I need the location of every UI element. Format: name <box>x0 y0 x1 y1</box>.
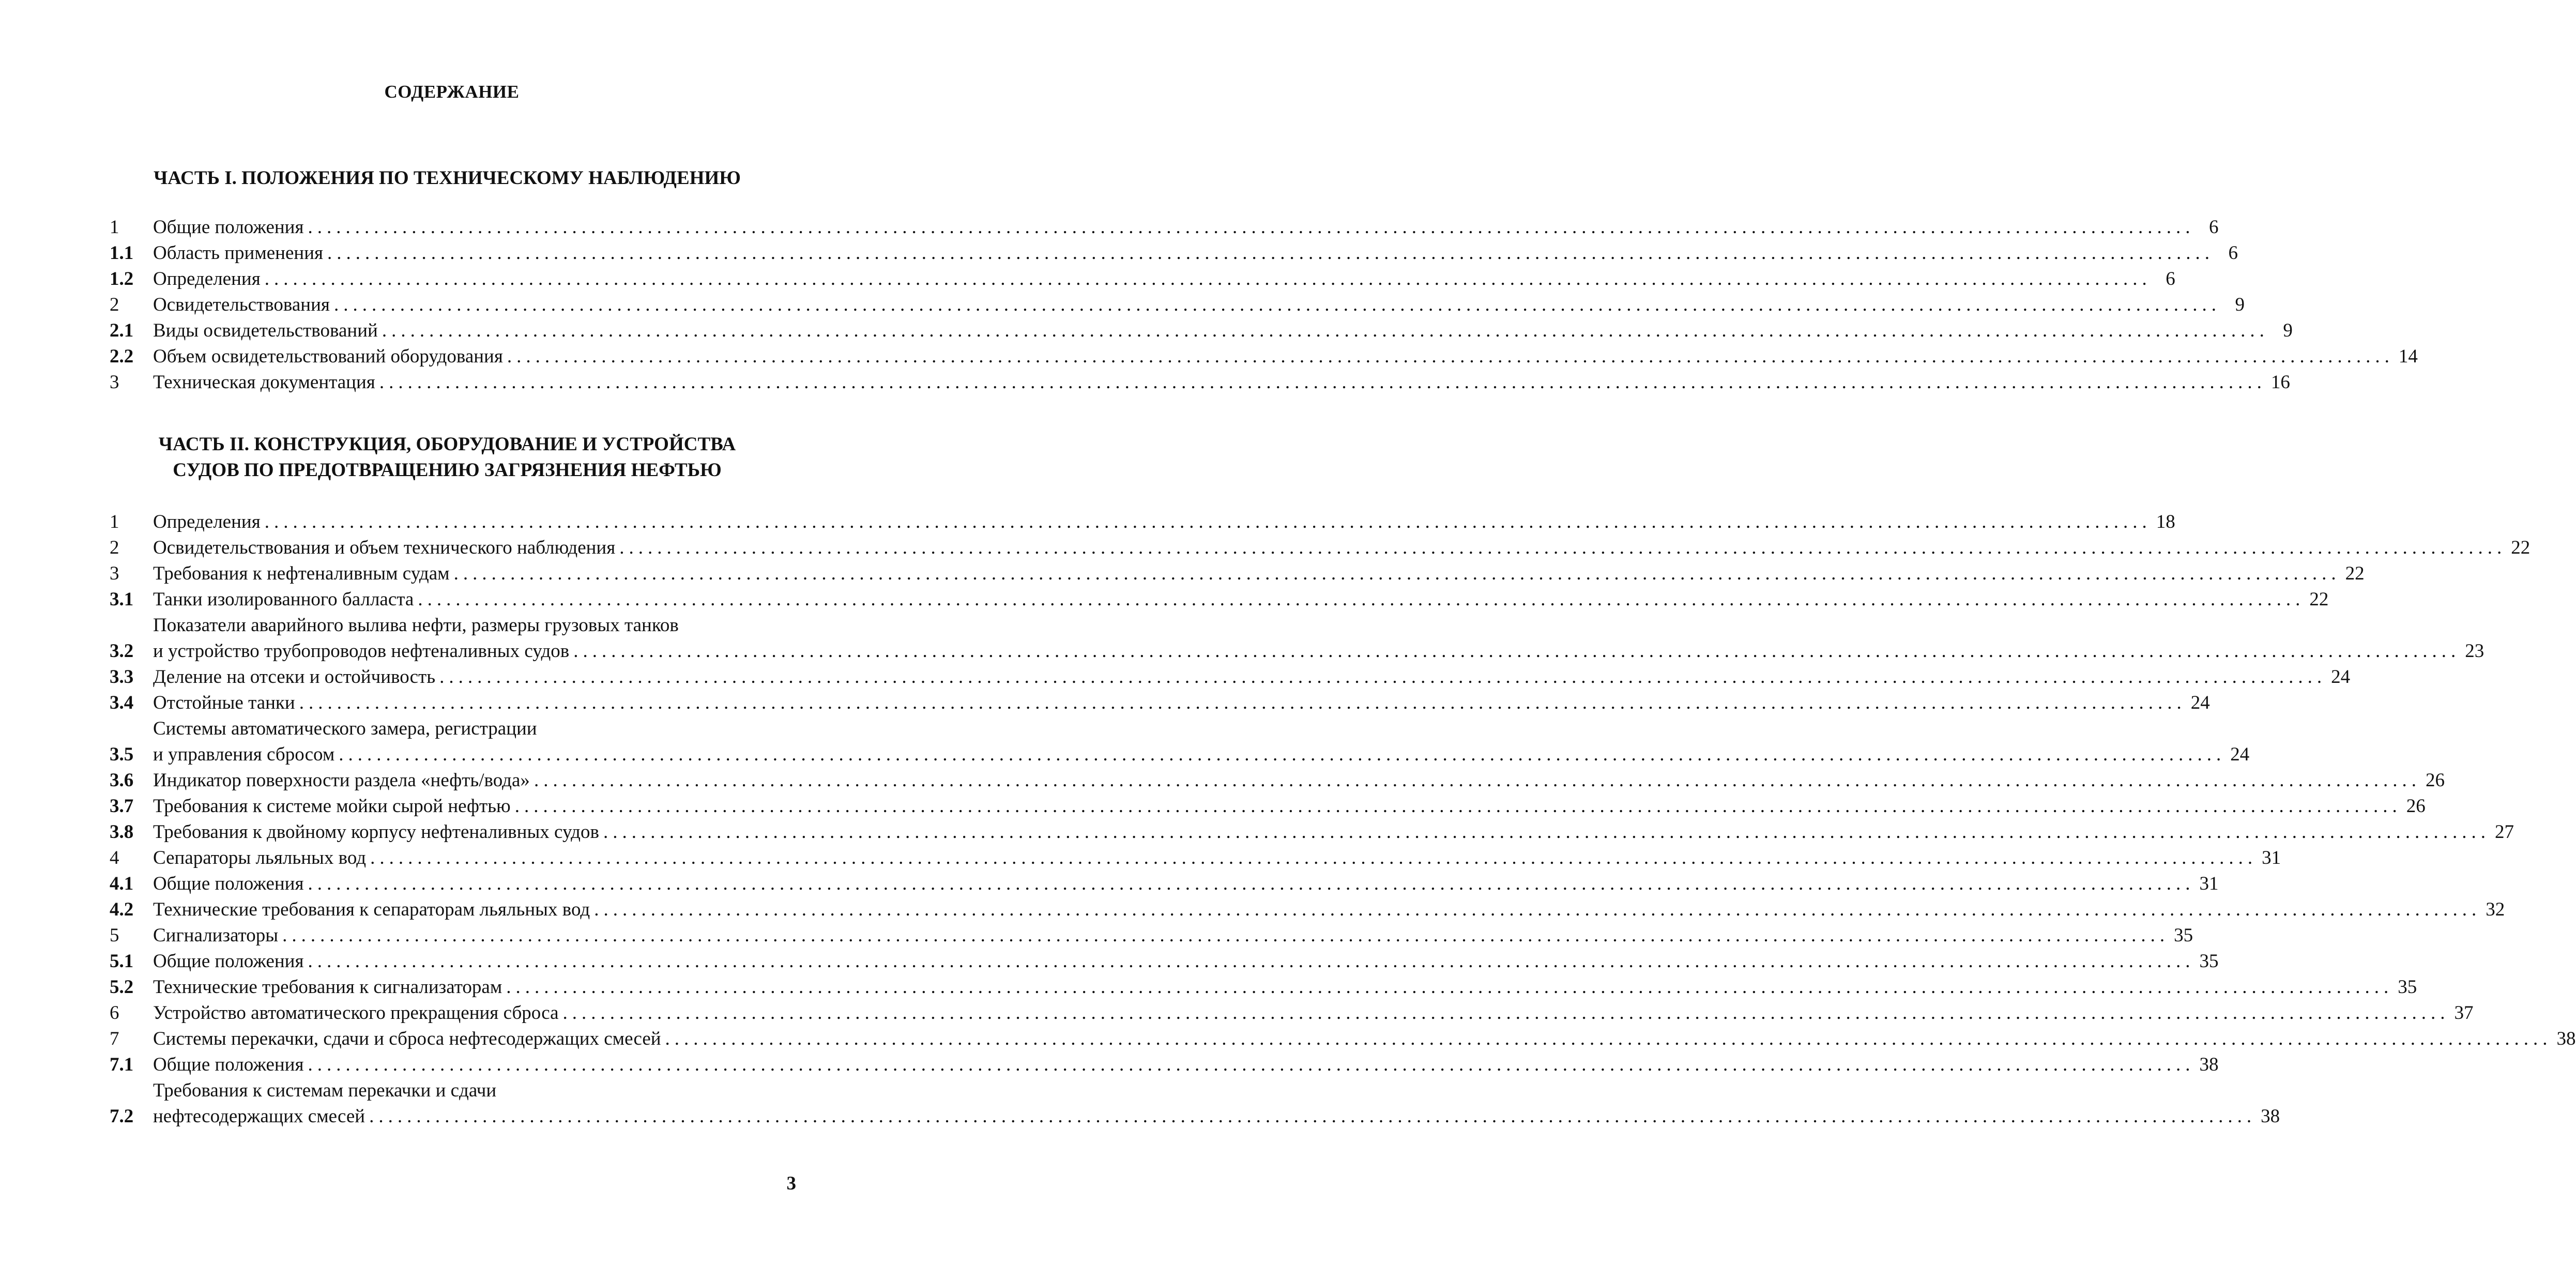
dot-leader: ........................................................................................................................................................................................................ <box>619 537 2507 558</box>
toc-entry-title: Освидетельствования и объем технического наблюдения <box>153 537 616 558</box>
toc-entry-number: 7 <box>110 1028 119 1049</box>
toc-entry[interactable] <box>110 370 2290 395</box>
toc-entry-title: Область применения <box>153 242 324 264</box>
toc-entry-title: Виды освидетельствований <box>153 320 378 341</box>
toc-entry-page: 26 <box>2406 796 2426 817</box>
toc-entry-page: 24 <box>2230 744 2250 765</box>
dot-leader: ........................................................................................................................................................................................................ <box>562 1002 2450 1024</box>
toc-entry-page: 24 <box>2190 692 2210 713</box>
toc-entry-title: Отстойные танки <box>153 692 295 713</box>
toc-entry-number: 7.2 <box>110 1106 134 1127</box>
toc-entry-number: 1 <box>110 217 119 238</box>
toc-entry-page: 6 <box>2228 242 2238 264</box>
toc-entry-page: 16 <box>2270 372 2290 393</box>
toc-entry-title: Сепараторы льяльных вод <box>153 847 367 868</box>
dot-leader: ........................................................................................................................................................................................................ <box>282 925 2170 946</box>
toc-entry-page: 18 <box>2156 511 2175 532</box>
toc-entry-title-continued: и управления сбросом <box>153 744 335 765</box>
toc-entry-number: 2 <box>110 294 119 315</box>
toc-entry-page: 6 <box>2166 268 2175 289</box>
toc-entry[interactable] <box>110 690 2210 716</box>
dot-leader: ........................................................................................................................................................................................................ <box>299 692 2186 713</box>
dot-leader: ........................................................................................................................................................................................................ <box>369 1106 2257 1127</box>
dot-leader: ........................................................................................................................................................................................................ <box>308 217 2195 238</box>
toc-entry[interactable] <box>110 793 2426 819</box>
toc-entry-number: 3.7 <box>110 796 134 817</box>
toc-entry-title-continued: нефтесодержащих смесей <box>153 1106 365 1127</box>
toc-entry-page: 6 <box>2208 217 2219 238</box>
dot-leader: ........................................................................................................................................................................................................ <box>264 511 2152 532</box>
toc-entry-title-continued: и устройство трубопроводов нефтеналивных судов <box>153 640 570 662</box>
toc-entry[interactable] <box>110 535 2531 561</box>
dot-leader: ........................................................................................................................................................................................................ <box>333 294 2221 315</box>
toc-entry-title: Общие положения <box>153 951 304 972</box>
dot-leader: ........................................................................................................................................................................................................ <box>308 1054 2195 1075</box>
toc-entry-number: 3.3 <box>110 666 134 688</box>
toc-entry-title: Общие положения <box>153 1054 304 1075</box>
toc-entry-page: 35 <box>2199 951 2219 972</box>
toc-entry-title: Деление на отсеки и остойчивость <box>153 666 436 688</box>
toc-entry[interactable] <box>110 509 2175 535</box>
toc-entry[interactable] <box>110 897 2505 923</box>
part-2-title <box>103 432 791 483</box>
toc-entry-page: 27 <box>2494 821 2514 843</box>
toc-entry-page: 32 <box>2486 899 2505 920</box>
toc-entry-title: Технические требования к сепараторам льяльных вод <box>153 899 590 920</box>
toc-entry[interactable] <box>110 587 2329 613</box>
toc-entry-title: Индикатор поверхности раздела «нефть/вода» <box>153 770 530 791</box>
toc-entry-number: 6 <box>110 1002 119 1024</box>
toc-entry-page: 9 <box>2235 294 2245 315</box>
page-number: 3 <box>786 1173 796 1194</box>
toc-entry-number: 3 <box>110 563 119 584</box>
toc-entry-title: Требования к двойному корпусу нефтеналивных судов <box>153 821 599 843</box>
toc-entry-title: Системы автоматического замера, регистрации <box>153 718 537 739</box>
toc-entry-title: Показатели аварийного вылива нефти, размеры грузовых танков <box>153 615 679 636</box>
toc-entry-page: 22 <box>2511 537 2531 558</box>
toc-entry-title: Техническая документация <box>153 372 375 393</box>
dot-leader: ........................................................................................................................................................................................................ <box>327 242 2215 264</box>
dot-leader: ........................................................................................................................................................................................................ <box>453 563 2341 584</box>
toc-entry-page: 37 <box>2454 1002 2474 1024</box>
toc-entry-number: 1.1 <box>110 242 134 264</box>
toc-entry-title: Сигнализаторы <box>153 925 279 946</box>
dot-leader: ........................................................................................................................................................................................................ <box>507 346 2394 367</box>
part-1-toc <box>110 215 2418 395</box>
toc-entry-number: 3.2 <box>110 640 134 662</box>
part-2-toc <box>110 509 2576 1130</box>
toc-entry-page: 35 <box>2174 925 2193 946</box>
dot-leader: ........................................................................................................................................................................................................ <box>534 770 2421 791</box>
toc-entry[interactable] <box>110 819 2514 845</box>
toc-entry[interactable] <box>110 768 2445 793</box>
toc-entry[interactable] <box>110 974 2417 1000</box>
toc-entry-title: Объем освидетельствований оборудования <box>153 346 503 367</box>
toc-entry[interactable] <box>110 344 2418 370</box>
toc-entry-page: 24 <box>2331 666 2351 688</box>
toc-entry-number: 3.6 <box>110 770 134 791</box>
dot-leader: ........................................................................................................................................................................................................ <box>665 1028 2552 1049</box>
toc-entry-title: Устройство автоматического прекращения сброса <box>153 1002 559 1024</box>
dot-leader: ........................................................................................................................................................................................................ <box>603 821 2490 843</box>
toc-entry[interactable] <box>110 215 2219 240</box>
toc-entry-title: Требования к нефтеналивным судам <box>153 563 450 584</box>
toc-entry-number: 2.1 <box>110 320 134 341</box>
toc-entry-title: Технические требования к сигнализаторам <box>153 976 502 998</box>
toc-entry[interactable] <box>110 266 2175 292</box>
toc-entry[interactable] <box>110 949 2219 974</box>
dot-leader: ........................................................................................................................................................................................................ <box>370 847 2258 868</box>
toc-entry[interactable] <box>110 613 2484 664</box>
toc-entry-number: 4.2 <box>110 899 134 920</box>
toc-entry[interactable] <box>110 923 2193 949</box>
toc-entry-page: 31 <box>2199 873 2219 894</box>
dot-leader: ........................................................................................................................................................................................................ <box>439 666 2327 688</box>
toc-entry-number: 1 <box>110 511 119 532</box>
toc-entry-title: Требования к системам перекачки и сдачи <box>153 1080 497 1101</box>
part-2-title-line-1: ЧАСТЬ II. КОНСТРУКЦИЯ, ОБОРУДОВАНИЕ И УСТРОЙСТВА <box>158 434 736 455</box>
toc-entry-title: Системы перекачки, сдачи и сброса нефтесодержащих смесей <box>153 1028 661 1049</box>
toc-entry[interactable] <box>110 1026 2576 1052</box>
toc-entry-number: 5 <box>110 925 119 946</box>
toc-entry-page: 26 <box>2425 770 2445 791</box>
toc-entry-number: 4 <box>110 847 119 868</box>
toc-entry[interactable] <box>110 240 2238 266</box>
dot-leader: ........................................................................................................................................................................................................ <box>506 976 2394 998</box>
toc-entry-number: 5.1 <box>110 951 134 972</box>
toc-entry-number: 4.1 <box>110 873 134 894</box>
toc-entry[interactable] <box>110 664 2351 690</box>
toc-entry-title: Танки изолированного балласта <box>153 589 414 610</box>
toc-entry-number: 3.1 <box>110 589 134 610</box>
toc-entry-page: 23 <box>2465 640 2484 662</box>
toc-entry-title: Определения <box>153 268 261 289</box>
dot-leader: ........................................................................................................................................................................................................ <box>308 951 2195 972</box>
dot-leader: ........................................................................................................................................................................................................ <box>418 589 2305 610</box>
toc-entry-page: 14 <box>2398 346 2418 367</box>
toc-entry[interactable] <box>110 716 2250 768</box>
dot-leader: ........................................................................................................................................................................................................ <box>339 744 2226 765</box>
dot-leader: ........................................................................................................................................................................................................ <box>379 372 2266 393</box>
toc-entry-page: 38 <box>2261 1106 2280 1127</box>
page-title: СОДЕРЖАНИЕ <box>384 82 520 102</box>
toc-entry-title: Определения <box>153 511 261 532</box>
toc-entry[interactable] <box>110 871 2219 897</box>
toc-entry-title: Общие положения <box>153 873 304 894</box>
toc-entry-number: 3.4 <box>110 692 134 713</box>
toc-entry-page: 38 <box>2556 1028 2576 1049</box>
toc-entry-title: Освидетельствования <box>153 294 330 315</box>
dot-leader: ........................................................................................................................................................................................................ <box>308 873 2195 894</box>
toc-entry-page: 35 <box>2398 976 2417 998</box>
part-1-title: ЧАСТЬ I. ПОЛОЖЕНИЯ ПО ТЕХНИЧЕСКОМУ НАБЛЮДЕНИЮ <box>154 167 741 189</box>
toc-entry[interactable] <box>110 561 2365 587</box>
dot-leader: ........................................................................................................................................................................................................ <box>573 640 2461 662</box>
toc-entry-title: Общие положения <box>153 217 304 238</box>
toc-entry-number: 7.1 <box>110 1054 134 1075</box>
toc-entry-number: 2.2 <box>110 346 134 367</box>
toc-entry[interactable] <box>110 318 2293 344</box>
dot-leader: ........................................................................................................................................................................................................ <box>264 268 2152 289</box>
toc-entry-number: 3.5 <box>110 744 134 765</box>
toc-entry[interactable] <box>110 1052 2219 1078</box>
toc-entry-page: 22 <box>2345 563 2365 584</box>
dot-leader: ........................................................................................................................................................................................................ <box>594 899 2481 920</box>
toc-entry-number: 2 <box>110 537 119 558</box>
toc-entry-number: 5.2 <box>110 976 134 998</box>
part-2-title-line-2: СУДОВ ПО ПРЕДОТВРАЩЕНИЮ ЗАГРЯЗНЕНИЯ НЕФТЬЮ <box>173 460 722 481</box>
toc-entry[interactable] <box>110 292 2245 318</box>
dot-leader: ........................................................................................................................................................................................................ <box>382 320 2269 341</box>
toc-entry-page: 31 <box>2262 847 2281 868</box>
toc-entry-page: 22 <box>2309 589 2329 610</box>
toc-entry-number: 1.2 <box>110 268 134 289</box>
toc-entry[interactable] <box>110 1078 2280 1130</box>
toc-entry-number: 3 <box>110 372 119 393</box>
toc-entry-page: 38 <box>2199 1054 2219 1075</box>
toc-entry[interactable] <box>110 1000 2474 1026</box>
toc-entry-page: 9 <box>2283 320 2293 341</box>
toc-entry[interactable] <box>110 845 2281 871</box>
toc-entry-number: 3.8 <box>110 821 134 843</box>
toc-entry-title: Требования к системе мойки сырой нефтью <box>153 796 511 817</box>
dot-leader: ........................................................................................................................................................................................................ <box>514 796 2402 817</box>
